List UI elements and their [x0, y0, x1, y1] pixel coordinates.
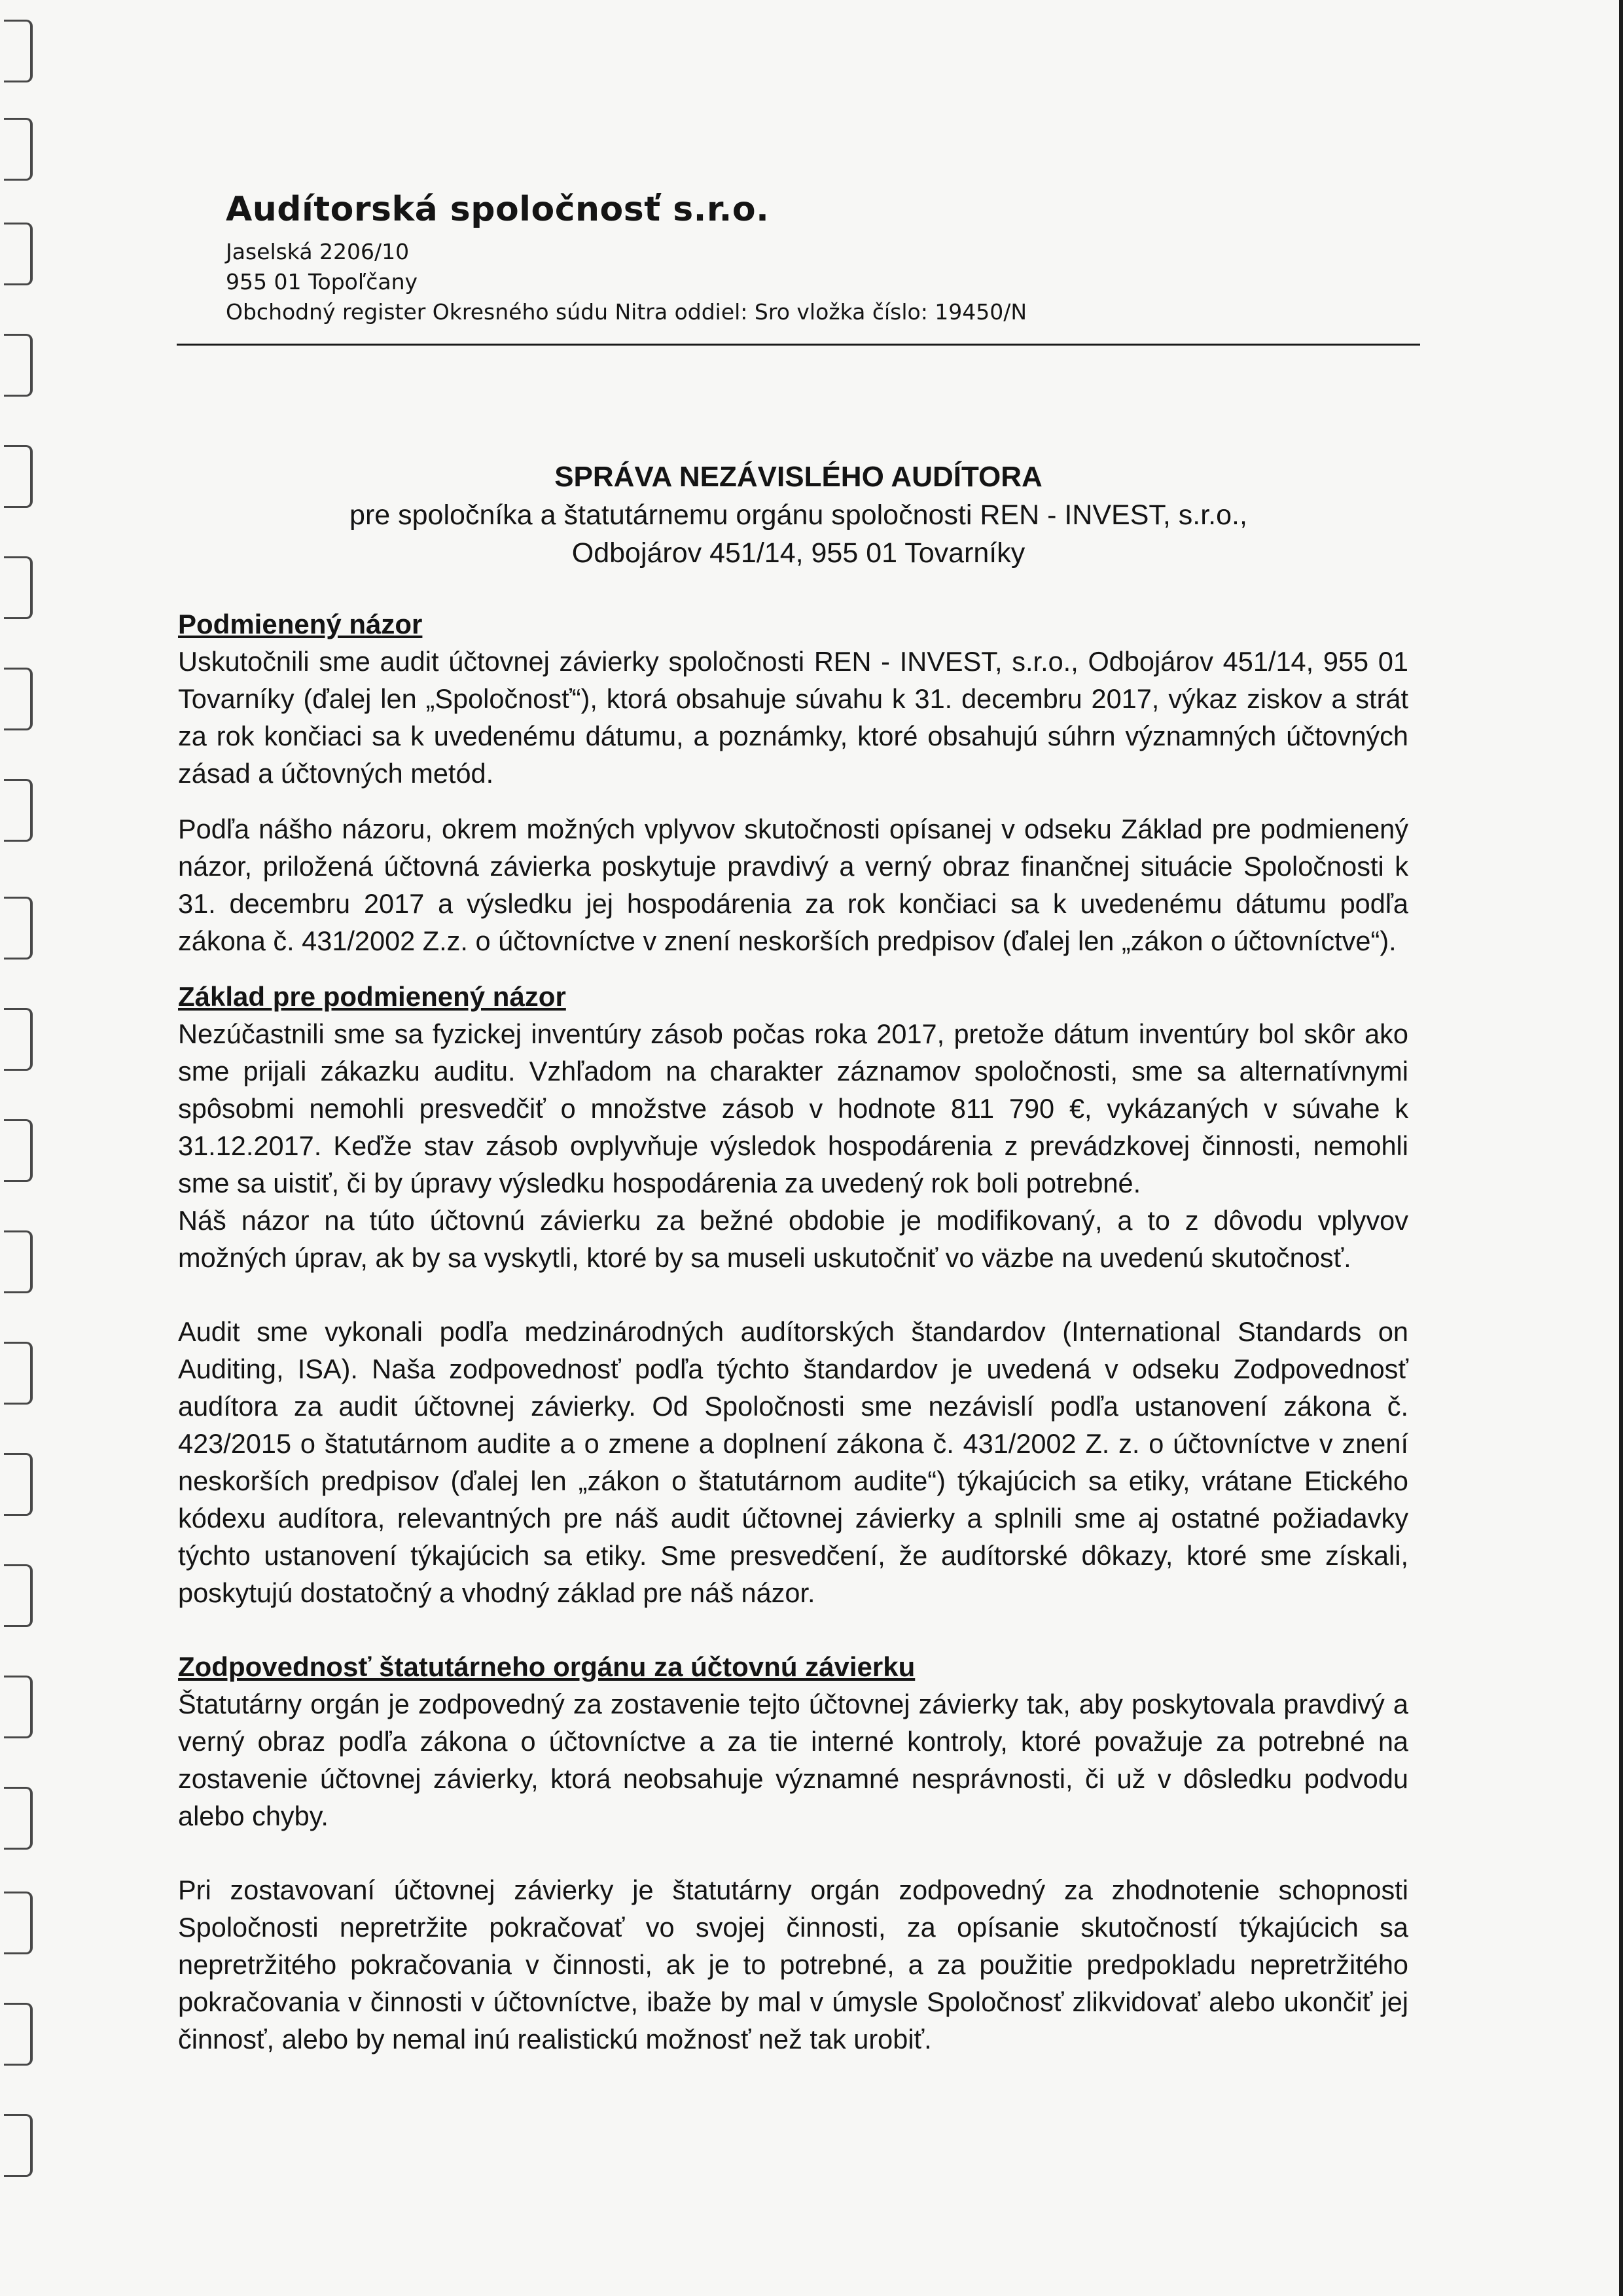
letterhead [226, 190, 1430, 327]
paragraph: Štatutárny orgán je zodpovedný za zostavenie tejto účtovnej závierky tak, aby poskytovala pravdivý a verný obraz podľa zákona o účtovníctve a za tie interné kontroly, ktoré považuje za potrebné na zostavenie účtovnej závierky, ktorá neobsahuje významné nesprávnosti, či už v dôsledku podvodu alebo chyby. [178, 1689, 1408, 1831]
binding-hole [4, 1892, 33, 1954]
binding-hole [4, 223, 33, 285]
report-title: SPRÁVA NEZÁVISLÉHO AUDÍTORA [554, 461, 1043, 493]
binding-hole [4, 1564, 33, 1627]
report-addressee: pre spoločníka a štatutárnemu orgánu spoločnosti REN - INVEST, s.r.o., [349, 499, 1247, 531]
binding-holes [0, 0, 39, 2296]
binding-hole [4, 1119, 33, 1182]
company-name: Audítorská spoločnosť s.r.o. [226, 190, 770, 229]
binding-hole [4, 1008, 33, 1071]
binding-hole [4, 118, 33, 181]
paragraph: Audit sme vykonali podľa medzinárodných audítorských štandardov (International Standards on Auditing, ISA). Naša zodpovednosť podľa týchto štandardov je uvedená v odseku Zodpovednosť audítora za audit účtovnej závierky. Od Spoločnosti sme nezávislí podľa ustanovení zákona č. 423/2015 o štatutárnom audite a o zmene a doplnení zákona č. 431/2002 Z. z. o účtovníctve v znení neskorších predpisov (ďalej len „zákon o štatutárnom audite“) týkajúcich sa etiky, vrátane Etického kódexu audítora, relevantných pre náš audit účtovnej závierky a splnili sme aj ostatné požiadavky týchto ustanovení týkajúcich sa etiky. Sme presvedčení, že audítorské dôkazy, ktoré sme získali, poskytujú dostatočný a vhodný základ pre náš názor. [178, 1316, 1408, 1608]
binding-hole [4, 1342, 33, 1405]
address-street: Jaselská 2206/10 [226, 239, 410, 264]
binding-hole [4, 2114, 33, 2177]
binding-hole [4, 20, 33, 82]
binding-hole [4, 668, 33, 730]
report-body [178, 605, 1408, 2058]
header-divider [177, 344, 1420, 346]
company-register: Obchodný register Okresného súdu Nitra oddiel: Sro vložka číslo: 19450/N [226, 299, 1027, 325]
section-heading-basis-for-opinion: Základ pre podmienený názor [178, 981, 566, 1012]
binding-hole [4, 1230, 33, 1293]
address-city: 955 01 Topoľčany [226, 269, 418, 295]
paragraph: Pri zostavovaní účtovnej závierky je štatutárny orgán zodpovedný za zhodnotenie schopnosti Spoločnosti nepretržite pokračovať vo svojej činnosti, za opísanie skutočností týkajúcich sa nepretržitého pokračovania v činnosti, ak je to potrebné, a za použitie predpokladu nepretržitého pokračovania v činnosti v účtovníctve, ibaže by mal v úmysle Spoločnosť zlikvidovať alebo ukončiť jej činnosť, alebo by nemal inú realistickú možnosť než tak urobiť. [178, 1874, 1408, 2054]
report-addressee-address: Odbojárov 451/14, 955 01 Tovarníky [571, 537, 1026, 569]
section-heading-qualified-opinion: Podmienený názor [178, 609, 423, 639]
paragraph: Podľa nášho názoru, okrem možných vplyvov skutočnosti opísanej v odseku Základ pre podmienený názor, priložená účtovná závierka poskytuje pravdivý a verný obraz finančnej situácie Spoločnosti k 31. decembru 2017 a výsledku jej hospodárenia za rok končiaci sa k uvedenému dátumu podľa zákona č. 431/2002 Z.z. o účtovníctve v znení neskorších predpisov (ďalej len „zákon o účtovníctve“). [178, 814, 1408, 956]
binding-hole [4, 1787, 33, 1850]
section-heading-management-responsibility: Zodpovednosť štatutárneho orgánu za účtovnú závierku [178, 1651, 916, 1682]
binding-hole [4, 334, 33, 397]
binding-hole [4, 556, 33, 619]
binding-hole [4, 897, 33, 960]
binding-hole [4, 1453, 33, 1516]
paragraph: Nezúčastnili sme sa fyzickej inventúry zásob počas roka 2017, pretože dátum inventúry bol skôr ako sme prijali zákazku auditu. Vzhľadom na charakter záznamov spoločnosti, sme sa alternatívnymi spôsobmi nemohli presvedčiť o množstve zásob v hodnote 811 790 €, vykázaných v súvahe k 31.12.2017. Keďže stav zásob ovplyvňuje výsledok hospodárenia z prevádzkovej činnosti, nemohli sme sa uistiť, či by úpravy výsledku hospodárenia za uvedený rok boli potrebné. [178, 1018, 1408, 1198]
paragraph: Náš názor na túto účtovnú závierku za bežné obdobie je modifikovaný, a to z dôvodu vplyvov možných úprav, ak by sa vyskytli, ktoré by sa museli uskutočniť vo väzbe na uvedenú skutočnosť. [178, 1205, 1408, 1273]
binding-hole [4, 779, 33, 842]
report-title-block [177, 458, 1420, 572]
binding-hole [4, 2003, 33, 2066]
page-edge [1619, 0, 1623, 2296]
binding-hole [4, 1676, 33, 1738]
paragraph: Uskutočnili sme audit účtovnej závierky spoločnosti REN - INVEST, s.r.o., Odbojárov 451/14, 955 01 Tovarníky (ďalej len „Spoločnosť“), ktorá obsahuje súvahu k 31. decembru 2017, výkaz ziskov a strát za rok končiaci sa k uvedenému dátumu, a poznámky, ktoré obsahujú súhrn významných účtovných zásad a účtovných metód. [178, 646, 1408, 789]
binding-hole [4, 445, 33, 508]
